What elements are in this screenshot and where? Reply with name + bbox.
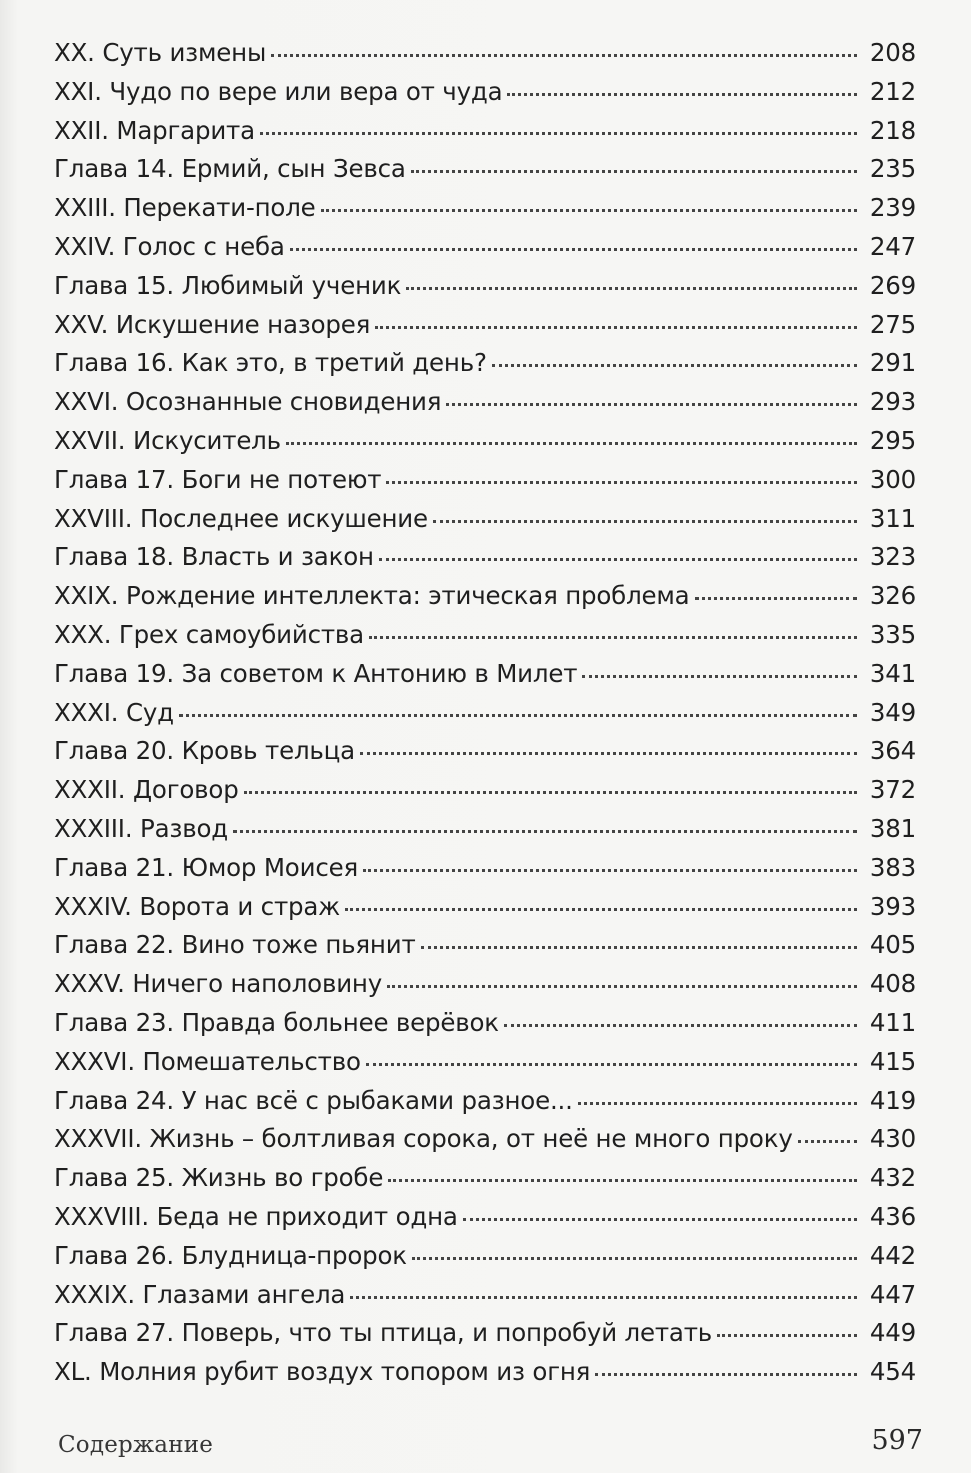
toc-entry: [54, 888, 916, 927]
toc-entry-title: XXVIII. Последнее искушение: [54, 503, 428, 533]
toc-entry-title: XXXIII. Развод: [54, 813, 228, 843]
toc-entry-title: XXV. Искушение назорея: [54, 309, 371, 339]
toc-entry: [54, 422, 916, 461]
toc-entry-page: 419: [869, 1085, 916, 1115]
toc-entry-page: 383: [869, 852, 916, 882]
toc-entry-title: Глава 14. Ермий, сын Зевса: [54, 154, 406, 184]
dot-leader: [433, 518, 857, 523]
toc-entry-page: 449: [869, 1318, 916, 1348]
toc-entry: [54, 1237, 916, 1276]
toc-entry-page: 411: [869, 1007, 916, 1037]
toc-entry-title: Глава 15. Любимый ученик: [54, 270, 402, 300]
toc-entry-title: XXXVI. Помешательство: [54, 1046, 361, 1076]
dot-leader: [411, 168, 857, 173]
toc-entry-title: Глава 21. Юмор Моисея: [54, 852, 358, 882]
toc-entry-page: 393: [869, 891, 916, 921]
toc-entry-title: XXII. Маргарита: [54, 115, 255, 145]
toc-entry-page: 349: [869, 697, 916, 727]
toc-entry: [54, 344, 916, 383]
toc-entry-page: 323: [869, 542, 916, 572]
toc-entry-title: Глава 19. За советом к Антонию в Милет: [54, 658, 578, 688]
toc-entry-title: XXXVIII. Беда не приходит одна: [54, 1201, 458, 1231]
toc-entry-page: 442: [869, 1240, 916, 1270]
toc-entry-title: XXXVII. Жизнь – болтливая сорока, от неё не много проку: [54, 1124, 793, 1154]
toc-entry-page: 295: [869, 425, 916, 455]
dot-leader: [578, 1100, 857, 1105]
toc-entry: [54, 228, 916, 267]
toc-entry-page: 208: [869, 38, 916, 67]
dot-leader: [179, 712, 857, 717]
toc-entry-page: 247: [869, 231, 916, 261]
toc-entry-title: XXX. Грех самоубийства: [54, 619, 364, 649]
dot-leader: [233, 828, 857, 833]
toc-entry: [54, 849, 916, 888]
toc-entry-title: XXVI. Осознанные сновидения: [54, 387, 442, 417]
toc-entry: [54, 810, 916, 849]
toc-entry-page: 405: [869, 930, 916, 960]
dot-leader: [463, 1216, 857, 1221]
toc-entry-page: 235: [869, 154, 916, 184]
dot-leader: [363, 867, 857, 872]
toc-entry-title: XXVII. Искуситель: [54, 425, 281, 455]
toc-entry-page: 335: [869, 619, 916, 649]
dot-leader: [595, 1371, 857, 1376]
toc-entry-title: Глава 20. Кровь тельца: [54, 736, 355, 766]
toc-entry: [54, 1004, 916, 1043]
dot-leader: [345, 906, 857, 911]
toc-entry: [54, 34, 916, 73]
dot-leader: [290, 246, 857, 251]
toc-entry: [54, 1159, 916, 1198]
toc-entry: [54, 112, 916, 151]
toc-entry-title: Глава 25. Жизнь во гробе: [54, 1163, 384, 1193]
toc-entry-page: 293: [869, 387, 916, 417]
page-number: 597: [871, 1425, 923, 1456]
toc-entry-page: 300: [869, 464, 916, 494]
dot-leader: [360, 750, 857, 755]
toc-entry-page: 447: [869, 1279, 916, 1309]
toc-entry-title: XXXII. Договор: [54, 775, 239, 805]
toc-entry: [54, 1198, 916, 1237]
toc-entry: [54, 383, 916, 422]
toc-entry-page: 408: [869, 969, 916, 999]
dot-leader: [421, 944, 857, 949]
toc-entry-page: 311: [869, 503, 916, 533]
toc-entry: [54, 267, 916, 306]
toc-entry-page: 326: [869, 581, 916, 611]
toc-entry: [54, 771, 916, 810]
toc-entry-title: XXXIX. Глазами ангела: [54, 1279, 346, 1309]
toc-entry-title: Глава 26. Блудница-пророк: [54, 1240, 407, 1270]
toc-entry-page: 341: [869, 658, 916, 688]
toc-entry-page: 275: [869, 309, 916, 339]
toc-entry-page: 218: [869, 115, 916, 145]
toc-entry-page: 269: [869, 270, 916, 300]
toc-entry: [54, 1353, 916, 1392]
toc-entry: [54, 1082, 916, 1121]
toc-entry-title: Глава 27. Поверь, что ты птица, и попробуй летать: [54, 1318, 713, 1348]
toc-entry: [54, 150, 916, 189]
dot-leader: [387, 983, 857, 988]
dot-leader: [695, 595, 857, 600]
toc-entry-title: Глава 18. Власть и закон: [54, 542, 374, 572]
dot-leader: [350, 1294, 857, 1299]
toc-entry-page: 212: [869, 76, 916, 106]
dot-leader: [386, 479, 857, 484]
toc-entry: [54, 73, 916, 112]
toc-entry: [54, 189, 916, 228]
dot-leader: [379, 556, 857, 561]
toc-entry-title: XXXV. Ничего наполовину: [54, 969, 383, 999]
running-footer-section: Содержание: [58, 1432, 214, 1458]
toc-entry-title: XXXI. Суд: [54, 697, 174, 727]
dot-leader: [260, 130, 857, 135]
toc-entry-title: XXI. Чудо по вере или вера от чуда: [54, 76, 503, 106]
toc-entry: [54, 1276, 916, 1315]
toc-entry-title: XL. Молния рубит воздух топором из огня: [54, 1357, 591, 1387]
dot-leader: [446, 401, 857, 406]
dot-leader: [321, 207, 857, 212]
dot-leader: [798, 1138, 857, 1143]
toc-entry: [54, 461, 916, 500]
dot-leader: [366, 1061, 857, 1066]
dot-leader: [388, 1177, 857, 1182]
dot-leader: [271, 52, 857, 57]
dot-leader: [492, 362, 857, 367]
dot-leader: [504, 1022, 857, 1027]
toc-entry-title: Глава 17. Боги не потеют: [54, 464, 382, 494]
table-of-contents: [54, 34, 916, 1392]
toc-entry: [54, 616, 916, 655]
toc-entry: [54, 732, 916, 771]
toc-entry: [54, 577, 916, 616]
dot-leader: [369, 634, 857, 639]
dot-leader: [582, 673, 857, 678]
toc-entry: [54, 538, 916, 577]
toc-entry-title: XXXIV. Ворота и страж: [54, 891, 341, 921]
toc-entry-page: 430: [869, 1124, 916, 1154]
toc-entry-page: 364: [869, 736, 916, 766]
dot-leader: [375, 324, 857, 329]
toc-entry-page: 454: [869, 1357, 916, 1387]
toc-entry-page: 239: [869, 193, 916, 223]
toc-entry: [54, 965, 916, 1004]
dot-leader: [244, 789, 857, 794]
toc-entry-page: 432: [869, 1163, 916, 1193]
toc-entry-title: Глава 22. Вино тоже пьянит: [54, 930, 416, 960]
toc-entry-page: 381: [869, 813, 916, 843]
toc-entry: [54, 306, 916, 345]
dot-leader: [286, 440, 857, 445]
toc-entry-page: 291: [869, 348, 916, 378]
toc-entry-title: XXIV. Голос с неба: [54, 231, 285, 261]
dot-leader: [717, 1332, 857, 1337]
toc-entry: [54, 694, 916, 733]
toc-entry-title: XXIX. Рождение интеллекта: этическая проблема: [54, 581, 690, 611]
dot-leader: [412, 1255, 857, 1260]
toc-entry: [54, 655, 916, 694]
toc-entry-page: 372: [869, 775, 916, 805]
toc-entry-page: 415: [869, 1046, 916, 1076]
toc-entry-title: XX. Суть измены: [54, 38, 267, 67]
dot-leader: [406, 285, 857, 290]
toc-entry: [54, 1120, 916, 1159]
toc-entry: [54, 926, 916, 965]
toc-entry-title: Глава 16. Как это, в третий день?: [54, 348, 487, 378]
toc-entry: [54, 1314, 916, 1353]
toc-entry-title: Глава 24. У нас всё с рыбаками разное...: [54, 1085, 573, 1115]
dot-leader: [507, 91, 857, 96]
toc-entry: [54, 1043, 916, 1082]
toc-entry-title: Глава 23. Правда больнее верёвок: [54, 1007, 499, 1037]
toc-entry: [54, 500, 916, 539]
toc-entry-title: XXIII. Перекати-поле: [54, 193, 316, 223]
toc-entry-page: 436: [869, 1201, 916, 1231]
